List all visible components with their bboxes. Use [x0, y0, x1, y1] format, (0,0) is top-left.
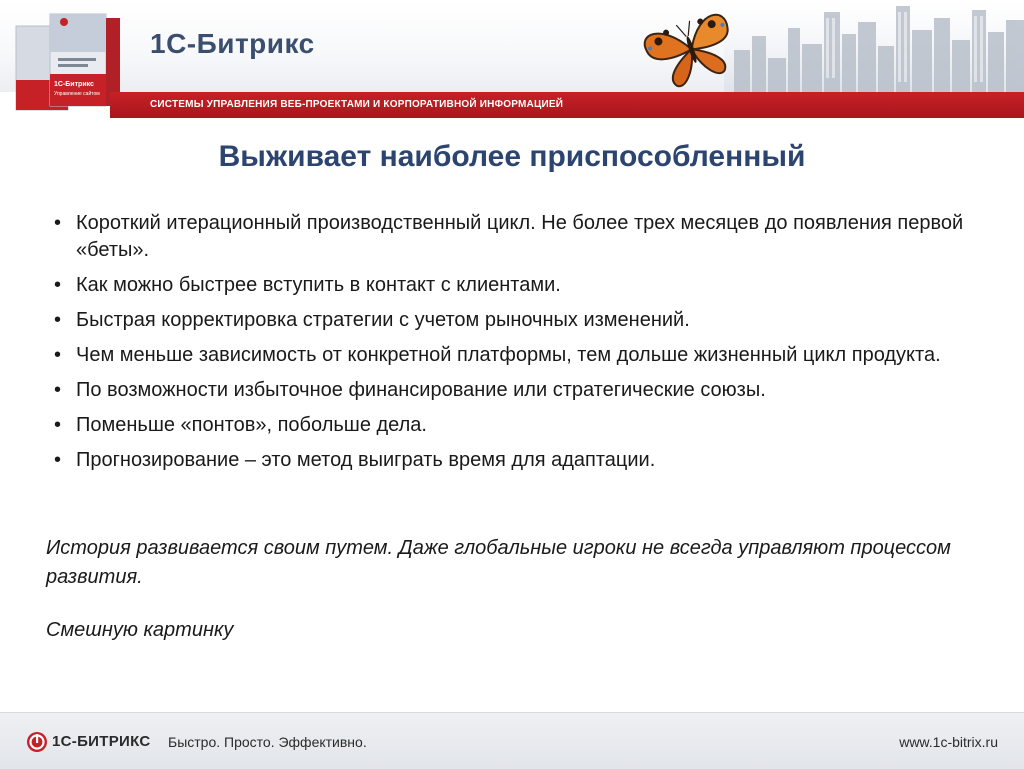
- bullet-icon: •: [54, 212, 62, 234]
- city-skyline-image: [724, 0, 1024, 92]
- list-item: [48, 307, 978, 334]
- footer-slogan: Быстро. Просто. Эффективно.: [168, 734, 367, 750]
- italic-note: История развивается своим путем. Даже глобальные игроки не всегда управляют процессом развития.: [46, 537, 951, 588]
- slide-footer: [0, 712, 1024, 769]
- bullet-text: Короткий итерационный производственный цикл. Не более трех месяцев до появления первой «беты».: [76, 212, 964, 261]
- box-caption-label: Управление сайтом: [54, 91, 100, 97]
- list-item: [48, 447, 978, 474]
- bullet-text: Как можно быстрее вступить в контакт с клиентами.: [76, 274, 561, 296]
- footer-url-link[interactable]: www.1c-bitrix.ru: [899, 734, 998, 750]
- list-item: [48, 412, 978, 439]
- bullet-text: По возможности избыточное финансирование или стратегические союзы.: [76, 379, 766, 401]
- bullet-icon: •: [54, 274, 62, 296]
- bullet-icon: •: [54, 449, 62, 471]
- bullet-icon: •: [54, 309, 62, 331]
- list-item: [48, 272, 978, 299]
- footer-brand: 1С-БИТРИКС: [52, 733, 151, 750]
- box-brand-label: 1С-Битрикс: [54, 81, 94, 88]
- bullet-icon: •: [54, 344, 62, 366]
- bullet-icon: •: [54, 414, 62, 436]
- header-tagline: СИСТЕМЫ УПРАВЛЕНИЯ ВЕБ-ПРОЕКТАМИ И КОРПОРАТИВНОЙ ИНФОРМАЦИЕЙ: [150, 99, 564, 110]
- butterfly-image: [640, 8, 740, 88]
- bitrix-logo-icon: [26, 731, 48, 753]
- slide-header: [0, 0, 1024, 118]
- header-red-band: [110, 92, 1024, 118]
- header-brand-title: 1С-Битрикс: [150, 28, 315, 59]
- list-item: [48, 342, 978, 369]
- italic-note-link: Смешную картинку: [46, 619, 234, 641]
- bullet-icon: •: [54, 379, 62, 401]
- list-item: [48, 377, 978, 404]
- bullet-list: [48, 210, 978, 482]
- bullet-text: Поменьше «понтов», побольше дела.: [76, 414, 427, 436]
- bullet-text: Прогнозирование – это метод выиграть время для адаптации.: [76, 449, 656, 471]
- slide-title: Выживает наиболее приспособленный: [218, 140, 806, 173]
- list-item: [48, 210, 978, 264]
- bullet-text: Чем меньше зависимость от конкретной платформы, тем дольше жизненный цикл продукта.: [76, 344, 941, 366]
- bullet-text: Быстрая корректировка стратегии с учетом рыночных изменений.: [76, 309, 690, 331]
